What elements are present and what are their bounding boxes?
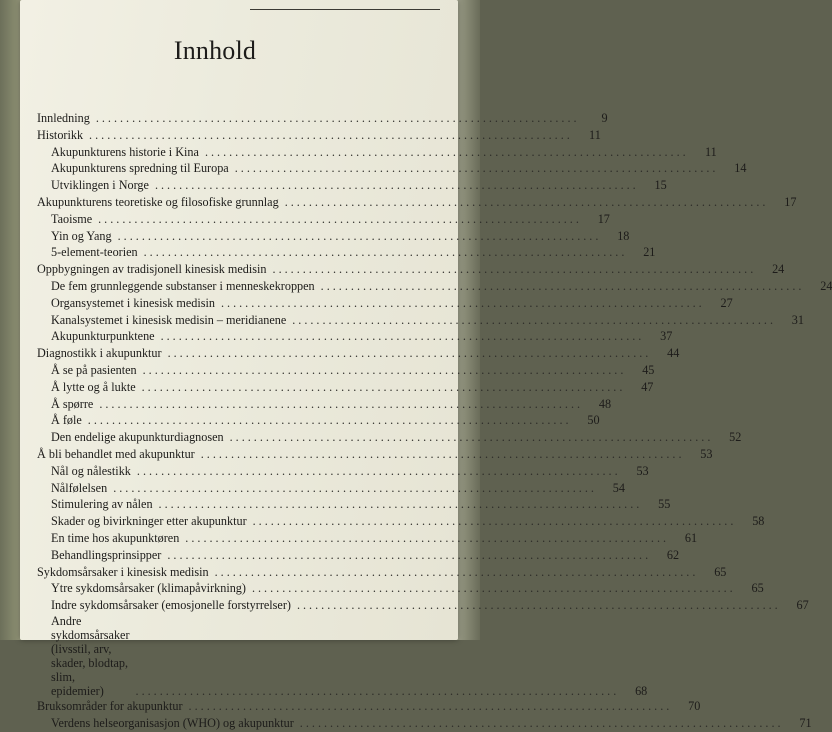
- toc-entry-title: Å se på pasienten: [51, 362, 137, 377]
- toc-entry-title: Oppbygningen av tradisjonell kinesisk medisin: [37, 262, 267, 277]
- toc-dot-leader: ................................................................................: [299, 715, 784, 730]
- toc-entry-page-number: 54: [612, 480, 625, 495]
- toc-entry-title: Nålfølelsen: [51, 480, 108, 495]
- toc-entry-title: Den endelige akupunkturdiagnosen: [51, 430, 224, 445]
- toc-entry-title: Behandlingsprinsipper: [51, 547, 162, 562]
- toc-entry-page-number: 71: [799, 715, 812, 730]
- toc-entry: [37, 463, 649, 480]
- toc-entry-title: Historikk: [37, 127, 84, 142]
- toc-dot-leader: ................................................................................: [135, 683, 620, 698]
- toc-dot-leader: ................................................................................: [220, 295, 705, 310]
- toc-entry-title: Indre sykdomsårsaker (emosjonelle forstyrrelser): [51, 598, 291, 613]
- toc-dot-leader: ................................................................................: [252, 514, 737, 529]
- toc-entry-title: Akupunkturens spredning til Europa: [51, 161, 229, 176]
- book-page: [20, 0, 832, 730]
- toc-entry-title: De fem grunnleggende substanser i menneskekroppen: [51, 278, 315, 293]
- toc-entry: [37, 228, 630, 245]
- toc-entry-page-number: 11: [589, 127, 601, 142]
- toc-entry-page-number: 44: [667, 346, 680, 361]
- toc-dot-leader: ................................................................................: [185, 530, 670, 545]
- toc-entry-title: Utviklingen i Norge: [51, 178, 149, 193]
- toc-entry: [37, 110, 608, 127]
- toc-dot-leader: ................................................................................: [284, 194, 769, 209]
- toc-entry-page-number: 14: [734, 161, 747, 176]
- toc-dot-leader: ................................................................................: [143, 245, 628, 260]
- toc-entry: [37, 715, 812, 732]
- toc-entry-page-number: 17: [784, 194, 797, 209]
- toc-entry: [37, 513, 765, 530]
- toc-dot-leader: ................................................................................: [158, 497, 643, 512]
- toc-entry: [37, 480, 625, 497]
- toc-entry: [37, 429, 742, 446]
- toc-entry-title: En time hos akupunktøren: [51, 530, 180, 545]
- toc-entry: [37, 144, 717, 161]
- toc-dot-leader: ................................................................................: [98, 211, 582, 226]
- toc-dot-leader: ................................................................................: [113, 480, 597, 495]
- toc-entry: [37, 194, 797, 211]
- toc-entry: [37, 446, 713, 463]
- toc-entry-title: Å føle: [51, 413, 82, 428]
- toc-dot-leader: ................................................................................: [229, 430, 714, 445]
- toc-entry-title: Ytre sykdomsårsaker (klimapåvirkning): [51, 581, 246, 596]
- toc-entry-page-number: 62: [666, 547, 680, 562]
- toc-dot-leader: ................................................................................: [117, 228, 602, 243]
- toc-entry: [37, 396, 612, 413]
- toc-entry-page-number: 27: [720, 295, 733, 310]
- toc-entry-title: Kanalsystemet i kinesisk medisin – meridianene: [51, 312, 287, 327]
- toc-entry-title: Nål og nålestikk: [51, 463, 131, 478]
- toc-entry-title: Stimulering av nålen: [51, 497, 153, 512]
- toc-entry-page-number: 50: [587, 413, 600, 428]
- toc-entry: [37, 580, 764, 597]
- toc-entry-title: Organsystemet i kinesisk medisin: [51, 295, 215, 310]
- toc-entry-title: Andre sykdomsårsaker (livsstil, arv, skader, blodtap, slim, epidemier): [51, 613, 130, 698]
- toc-dot-leader: ................................................................................: [296, 598, 781, 613]
- toc-entry-page-number: 67: [796, 598, 809, 613]
- toc-dot-leader: ................................................................................: [251, 581, 736, 596]
- toc-entry-page-number: 65: [751, 581, 764, 596]
- toc-entry-page-number: 21: [643, 245, 656, 260]
- toc-dot-leader: ................................................................................: [167, 346, 652, 361]
- toc-entry-page-number: 58: [752, 514, 765, 529]
- toc-entry: [37, 613, 648, 698]
- toc-entry: [37, 278, 832, 295]
- toc-entry: [37, 547, 680, 564]
- toc-dot-leader: ................................................................................: [87, 413, 572, 428]
- toc-dot-leader: ................................................................................: [292, 312, 776, 327]
- toc-entry-page-number: 52: [729, 430, 742, 445]
- toc-dot-leader: ................................................................................: [160, 329, 645, 344]
- toc-entry-page-number: 37: [660, 329, 673, 344]
- toc-dot-leader: ................................................................................: [142, 362, 627, 377]
- toc-entry-page-number: 18: [617, 228, 630, 243]
- toc-entry: [37, 312, 804, 329]
- toc-entry-page-number: 11: [704, 144, 717, 159]
- toc-entry: [37, 328, 673, 345]
- toc-entry-page-number: 47: [641, 379, 654, 394]
- toc-dot-leader: ................................................................................: [167, 547, 652, 562]
- page-title: Innhold: [173, 36, 257, 65]
- toc-entry-page-number: 70: [688, 698, 701, 713]
- toc-entry: [37, 362, 655, 379]
- toc-entry-title: 5-element-teorien: [51, 245, 138, 260]
- toc-entry-page-number: 15: [654, 178, 667, 193]
- toc-entry-title: Diagnostikk i akupunktur: [37, 346, 162, 361]
- toc-entry-title: Å spørre: [51, 396, 94, 411]
- toc-entry-page-number: 24: [772, 262, 785, 277]
- toc-entry: [37, 379, 654, 396]
- toc-entry-title: Akupunkturpunktene: [51, 329, 155, 344]
- toc-entry: [37, 127, 601, 144]
- toc-dot-leader: ................................................................................: [89, 127, 573, 142]
- toc-entry: [37, 211, 610, 228]
- toc-dot-leader: ................................................................................: [141, 379, 626, 394]
- toc-entry-title: Akupunkturens historie i Kina: [51, 144, 199, 159]
- toc-entry: [37, 412, 600, 429]
- toc-entry-title: Akupunkturens teoretiske og filosofiske grunnlag: [37, 194, 279, 209]
- toc-entry-page-number: 53: [636, 463, 649, 478]
- toc-entry: [37, 345, 680, 362]
- toc-entry-title: Taoisme: [51, 211, 93, 226]
- toc-dot-leader: ................................................................................: [95, 111, 580, 125]
- toc-dot-leader: ................................................................................: [214, 564, 699, 579]
- toc-dot-leader: ................................................................................: [154, 178, 639, 193]
- toc-entry: [37, 564, 727, 581]
- toc-entry-title: Skader og bivirkninger etter akupunktur: [51, 514, 247, 529]
- toc-dot-leader: ................................................................................: [136, 463, 621, 478]
- toc-entry-page-number: 17: [597, 211, 610, 226]
- toc-entry-page-number: 53: [700, 446, 713, 461]
- toc-entry-title: Å lytte og å lukte: [51, 379, 136, 394]
- toc-entry-page-number: 48: [598, 396, 612, 411]
- toc-entry-page-number: 61: [684, 530, 698, 545]
- toc-entry: [37, 295, 733, 312]
- toc-entry: [37, 597, 809, 614]
- toc-entry-title: Verdens helseorganisasjon (WHO) og akupunktur: [51, 715, 294, 730]
- toc-dot-leader: ................................................................................: [272, 262, 757, 277]
- toc-entry-title: Å bli behandlet med akupunktur: [37, 446, 195, 461]
- left-background: [0, 0, 22, 640]
- top-rule: [250, 9, 440, 10]
- table-of-contents: [37, 110, 832, 732]
- toc-entry-page-number: 45: [642, 362, 655, 377]
- toc-entry-page-number: 31: [791, 312, 804, 327]
- toc-dot-leader: ................................................................................: [320, 278, 805, 293]
- toc-entry: [37, 698, 701, 715]
- toc-entry-title: Bruksområder for akupunktur: [37, 698, 183, 713]
- toc-entry-page-number: 55: [658, 497, 671, 512]
- toc-entry: [37, 261, 785, 278]
- toc-dot-leader: ................................................................................: [99, 396, 584, 411]
- toc-dot-leader: ................................................................................: [204, 144, 689, 159]
- toc-entry: [37, 160, 747, 177]
- toc-entry-title: Yin og Yang: [51, 228, 112, 243]
- toc-dot-leader: ................................................................................: [188, 698, 673, 713]
- toc-dot-leader: ................................................................................: [200, 446, 685, 461]
- toc-entry-page-number: 24: [820, 278, 832, 293]
- toc-entry-page-number: 65: [714, 564, 727, 579]
- toc-entry: [37, 496, 671, 513]
- toc-entry-page-number: 68: [635, 683, 648, 698]
- toc-dot-leader: ................................................................................: [234, 161, 719, 176]
- toc-entry-title: Sykdomsårsaker i kinesisk medisin: [37, 564, 209, 579]
- toc-entry: [37, 177, 667, 194]
- toc-entry-page-number: 9: [601, 111, 608, 125]
- toc-entry: [37, 530, 698, 547]
- toc-entry-title: Innledning: [37, 111, 90, 125]
- toc-entry: [37, 244, 656, 261]
